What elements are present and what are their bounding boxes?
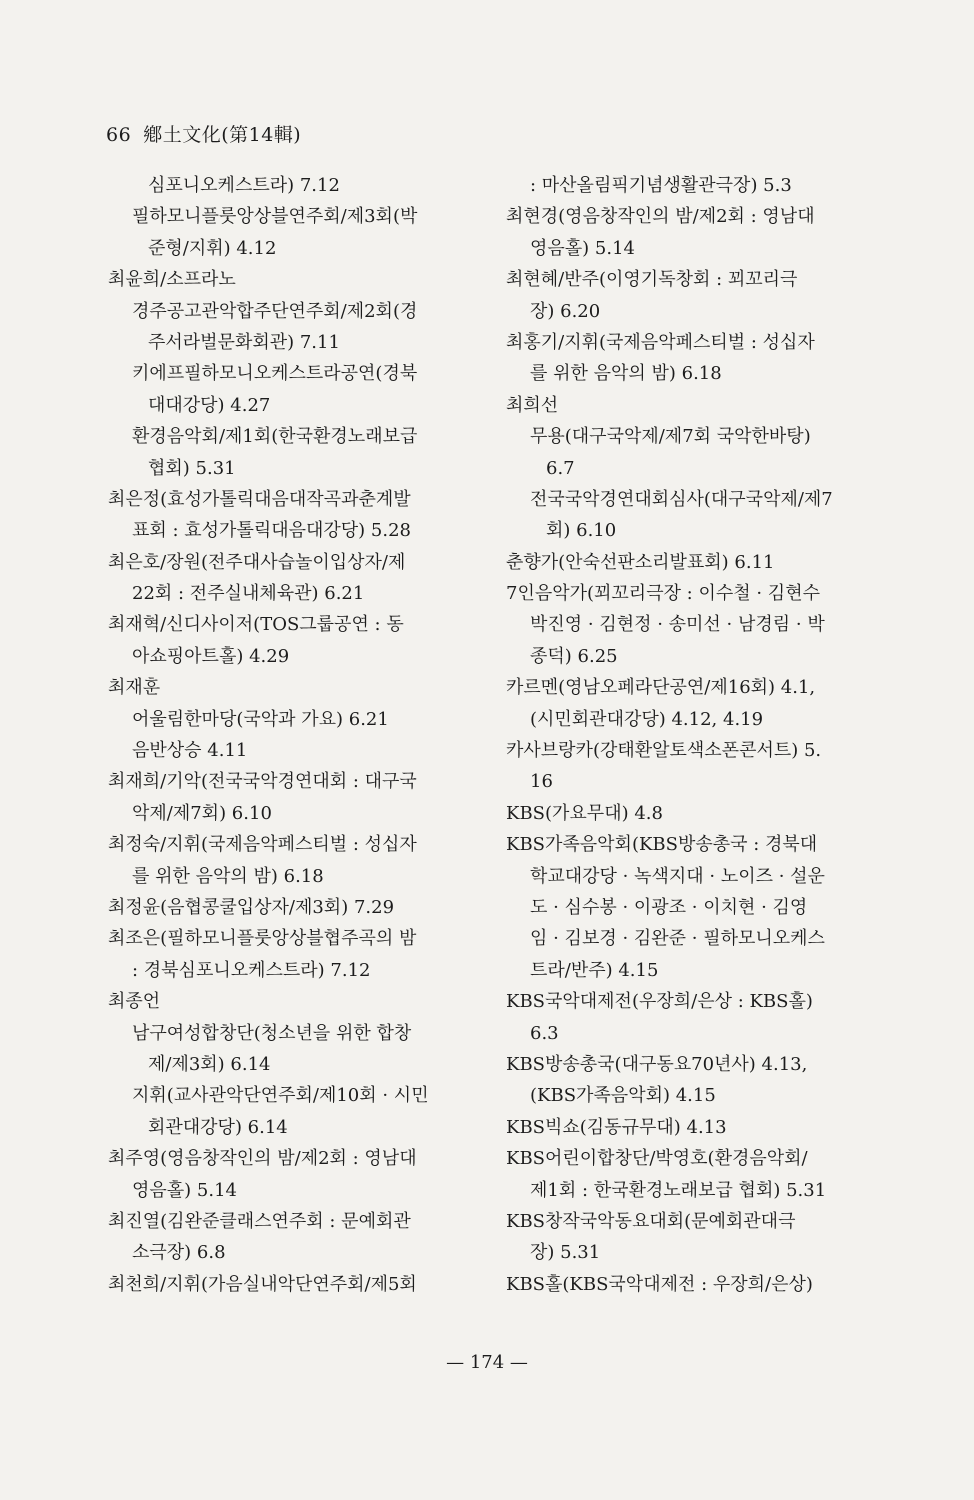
index-line: (시민회관대강당) 4.12, 4.19	[530, 708, 764, 730]
left-column	[108, 170, 483, 1300]
index-line: KBS어린이합창단/박영호(환경음악회/	[506, 1148, 808, 1170]
index-line: 아쇼핑아트홀) 4.29	[132, 645, 290, 667]
index-line: 남구여성합창단(청소년을 위한 합창	[132, 1022, 412, 1044]
index-line: KBS국악대제전(우장희/은상 : KBS홀)	[506, 991, 813, 1013]
index-line: 협회) 5.31	[148, 457, 236, 479]
index-line: 최현경(영음창작인의 밤/제2회 : 영남대	[506, 206, 815, 228]
index-line: 도 · 심수봉 · 이광조 · 이치현 · 김영	[530, 896, 808, 918]
index-line: 회) 6.10	[546, 520, 617, 542]
index-line: 표회 : 효성가톨릭대음대강당) 5.28	[132, 520, 411, 542]
index-line: : 경북심포니오케스트라) 7.12	[132, 959, 371, 981]
index-line: 카사브랑카(강태환알토색소폰콘서트) 5.	[506, 740, 822, 762]
index-line: 영음홀) 5.14	[132, 1179, 237, 1201]
index-line: 제/제3회) 6.14	[148, 1053, 271, 1075]
index-line: 최재훈	[108, 677, 161, 699]
index-line: 최조은(필하모니플룻앙상블협주곡의 밤	[108, 928, 417, 950]
index-line: 최은호/장원(전주대사습놀이입상자/제	[108, 551, 406, 573]
index-line: 무용(대구국악제/제7회 국악한바탕)	[530, 426, 811, 448]
index-line: 최현혜/반주(이영기독창회 : 꾀꼬리극	[506, 269, 798, 291]
index-line: KBS창작국악동요대회(문예회관대극	[506, 1210, 796, 1232]
index-line: 6.7	[546, 457, 575, 479]
index-line: 종덕) 6.25	[530, 645, 618, 667]
index-line: 음반상승 4.11	[132, 740, 248, 762]
index-line: : 마산올림픽기념생활관극장) 5.3	[530, 175, 792, 196]
index-line: 영음홀) 5.14	[530, 237, 635, 259]
index-line: 임 · 김보경 · 김완준 · 필하모니오케스	[530, 928, 825, 950]
header-title: 鄕土文化(第14輯)	[143, 124, 302, 146]
index-line: 장) 6.20	[530, 300, 601, 322]
index-line: 최재희/기악(전국국악경연대회 : 대구국	[108, 771, 417, 793]
index-line: 필하모니플룻앙상블연주회/제3회(박	[132, 206, 418, 228]
index-line: 학교대강당 · 녹색지대 · 노이즈 · 설운	[530, 865, 825, 887]
right-column	[506, 170, 881, 1300]
index-line: 최천희/지휘(가음실내악단연주회/제5회	[108, 1273, 417, 1295]
index-line: KBS가족음악회(KBS방송총국 : 경북대	[506, 834, 818, 856]
index-line: 환경음악회/제1회(한국환경노래보급	[132, 426, 418, 448]
index-line: 최진열(김완준클래스연주회 : 문예회관	[108, 1210, 411, 1232]
index-line: 지휘(교사관악단연주회/제10회 · 시민	[132, 1085, 429, 1107]
index-line: 카르멘(영남오페라단공연/제16회) 4.1,	[506, 677, 816, 699]
index-line: 16	[530, 771, 553, 793]
index-line: 최종언	[108, 991, 161, 1013]
index-line: 최재혁/신디사이저(TOS그룹공연 : 동	[108, 614, 404, 636]
page-footer: — 174 —	[446, 1352, 528, 1373]
index-line: 최희선	[506, 394, 559, 416]
index-line: 소극장) 6.8	[132, 1242, 226, 1264]
index-line: 춘향가(안숙선판소리발표회) 6.11	[506, 551, 775, 573]
index-line: 를 위한 음악의 밤) 6.18	[132, 865, 324, 887]
index-line: 최정윤(음협콩쿨입상자/제3회) 7.29	[108, 896, 395, 918]
index-line: KBS빅쇼(김동규무대) 4.13	[506, 1116, 727, 1138]
index-line: 악제/제7회) 6.10	[132, 802, 272, 824]
index-line: 최은정(효성가톨릭대음대작곡과춘계발	[108, 488, 411, 510]
index-line: 제1회 : 한국환경노래보급 협회) 5.31	[530, 1179, 827, 1201]
index-line: KBS(가요무대) 4.8	[506, 802, 663, 824]
index-line: KBS방송총국(대구동요70년사) 4.13,	[506, 1053, 808, 1075]
index-line: 어울림한마당(국악과 가요) 6.21	[132, 708, 389, 730]
index-line: 주서라벌문화회관) 7.11	[148, 331, 340, 353]
index-line: 박진영 · 김현정 · 송미선 · 남경림 · 박	[530, 614, 825, 636]
index-line: 최윤희/소프라노	[108, 269, 236, 291]
index-line: 최홍기/지휘(국제음악페스티벌 : 성십자	[506, 331, 815, 353]
index-line: 를 위한 음악의 밤) 6.18	[530, 363, 722, 385]
index-line: KBS홀(KBS국악대제전 : 우장희/은상)	[506, 1273, 813, 1295]
index-line: 트라/반주) 4.15	[530, 959, 659, 981]
header-page-number: 66	[106, 124, 132, 146]
running-header	[106, 120, 301, 147]
index-line: 준형/지휘) 4.12	[148, 237, 277, 259]
index-line: 키에프필하모니오케스트라공연(경북	[132, 363, 418, 385]
index-line: 최정숙/지휘(국제음악페스티벌 : 성십자	[108, 834, 417, 856]
index-line: 전국국악경연대회심사(대구국악제/제7	[530, 488, 833, 510]
index-line: (KBS가족음악회) 4.15	[530, 1085, 716, 1107]
index-line: 장) 5.31	[530, 1242, 601, 1264]
index-line: 심포니오케스트라) 7.12	[148, 175, 340, 196]
index-line: 최주영(영음창작인의 밤/제2회 : 영남대	[108, 1148, 417, 1170]
index-line: 6.3	[530, 1022, 559, 1044]
index-line: 경주공고관악합주단연주회/제2회(경	[132, 300, 418, 322]
index-line: 7인음악가(꾀꼬리극장 : 이수철 · 김현수	[506, 583, 820, 605]
index-line: 회관대강당) 6.14	[148, 1116, 288, 1138]
index-line: 대대강당) 4.27	[148, 394, 271, 416]
index-line: 22회 : 전주실내체육관) 6.21	[132, 583, 365, 605]
